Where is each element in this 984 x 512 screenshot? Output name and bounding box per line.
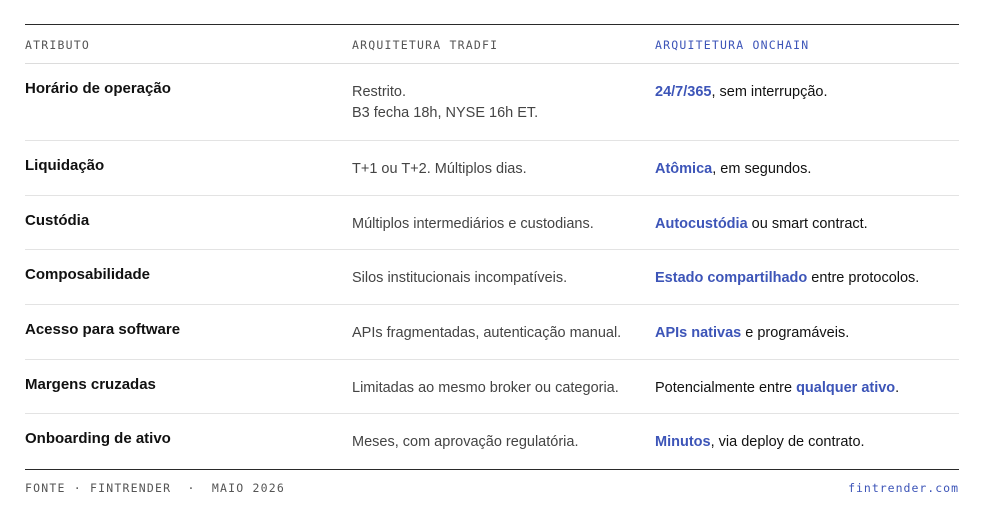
tradfi-line: B3 fecha 18h, NYSE 16h ET. bbox=[352, 105, 539, 121]
attribute-label: Onboarding de ativo bbox=[25, 430, 171, 448]
tradfi-value: Múltiplos intermediários e custodians. bbox=[352, 215, 594, 232]
comparison-table bbox=[25, 24, 959, 500]
tradfi-value: Silos institucionais incompatíveis. bbox=[352, 270, 568, 287]
attribute-label: Horário de operação bbox=[25, 80, 171, 97]
onchain-value bbox=[655, 159, 811, 180]
attribute-label: Liquidação bbox=[25, 157, 105, 174]
tradfi-value: Meses, com aprovação regulatória. bbox=[352, 434, 579, 451]
onchain-post: e programáveis. bbox=[741, 325, 850, 342]
onchain-highlight: Minutos bbox=[655, 434, 711, 451]
tradfi-line: Restrito. bbox=[352, 84, 406, 100]
onchain-value bbox=[655, 214, 868, 235]
onchain-highlight: Estado compartilhado bbox=[655, 270, 808, 287]
onchain-post: . bbox=[895, 379, 900, 396]
tradfi-value: APIs fragmentadas, autenticação manual. bbox=[352, 325, 622, 342]
attribute-label: Acesso para software bbox=[25, 321, 181, 339]
onchain-post: , sem interrupção. bbox=[711, 84, 828, 100]
attribute-label: Margens cruzadas bbox=[25, 375, 156, 393]
onchain-value bbox=[655, 82, 828, 103]
onchain-value bbox=[655, 378, 899, 399]
header-onchain: ARQUITETURA ONCHAIN bbox=[655, 38, 810, 52]
attribute-label: Custódia bbox=[25, 211, 90, 229]
onchain-pre: Potencialmente entre bbox=[655, 379, 797, 396]
tradfi-value: Limitadas ao mesmo broker ou categoria. bbox=[352, 379, 619, 396]
onchain-post: , via deploy de contrato. bbox=[710, 434, 865, 451]
onchain-highlight: qualquer ativo bbox=[796, 379, 896, 396]
table-row bbox=[25, 250, 959, 305]
onchain-post: entre protocolos. bbox=[807, 270, 920, 287]
footer bbox=[25, 470, 959, 500]
onchain-value bbox=[655, 268, 919, 289]
table-header bbox=[25, 25, 959, 64]
table-row bbox=[25, 360, 959, 415]
site-link[interactable]: fintrender.com bbox=[848, 481, 959, 496]
onchain-value bbox=[655, 323, 849, 344]
onchain-highlight: APIs nativas bbox=[655, 325, 742, 342]
onchain-post: ou smart contract. bbox=[747, 215, 868, 232]
table-row bbox=[25, 141, 959, 196]
tradfi-value: T+1 ou T+2. Múltiplos dias. bbox=[352, 161, 527, 177]
onchain-highlight: Autocustódia bbox=[655, 215, 748, 232]
onchain-value bbox=[655, 432, 865, 453]
table-row bbox=[25, 196, 959, 251]
table-row bbox=[25, 64, 959, 141]
onchain-highlight: 24/7/365 bbox=[655, 84, 712, 100]
table-row bbox=[25, 305, 959, 360]
table-row bbox=[25, 414, 959, 469]
tradfi-value bbox=[352, 82, 538, 124]
onchain-highlight: Atômica bbox=[655, 161, 713, 177]
header-attribute: ATRIBUTO bbox=[25, 38, 90, 52]
header-tradfi: ARQUITETURA TRADFI bbox=[352, 38, 499, 52]
source-note: FONTE · FINTRENDER · MAIO 2026 bbox=[25, 481, 285, 496]
onchain-post: , em segundos. bbox=[712, 161, 812, 177]
attribute-label: Composabilidade bbox=[25, 266, 151, 284]
